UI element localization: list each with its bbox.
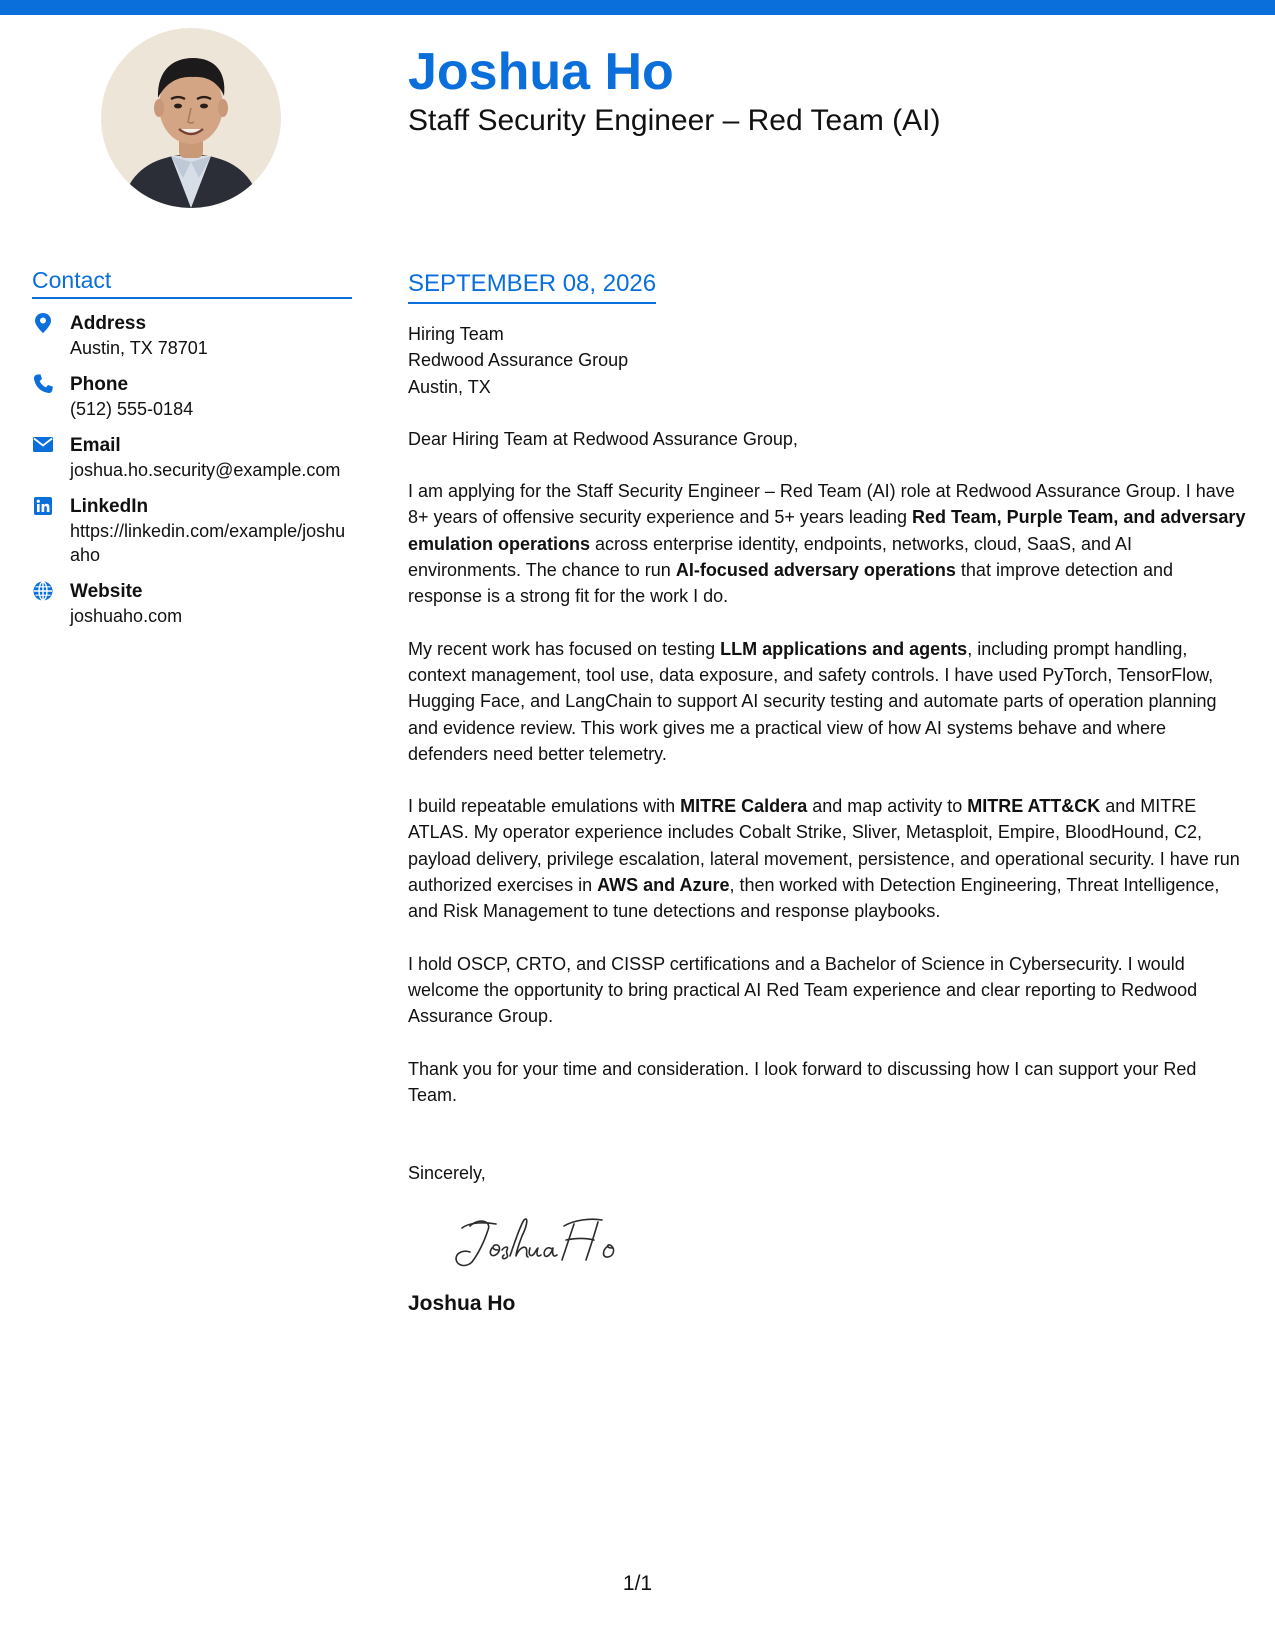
paragraph-text: , including prompt handling, context management, tool use, data exposure, and safety controls. I have used PyTorch, TensorFlow, Hugging Face, and LangChain to support AI security testing and automate parts of operation planning and evidence review. This work gives me a practical view of how AI systems behave and where defenders need better telemetry.: [408, 638, 1217, 764]
contact-item-email: [32, 433, 352, 482]
contact-label-address: Address: [70, 313, 147, 334]
map-pin-icon: [32, 312, 54, 334]
contact-value-phone: (512) 555-0184: [70, 399, 194, 419]
contact-value-website[interactable]: joshuaho.com: [70, 606, 183, 626]
top-accent-bar: [0, 0, 1275, 15]
paragraph-text: Thank you for your time and consideration. I look forward to discussing how I can support your Red Team.: [408, 1058, 1197, 1105]
letter-paragraph: [408, 951, 1248, 1030]
closing: Sincerely,: [408, 1163, 486, 1184]
header-name: Joshua Ho: [408, 43, 674, 101]
phone-icon-graphic: [33, 374, 53, 394]
paragraph-text: and MITRE ATLAS. My operator experience includes Cobalt Strike, Sliver, Metasploit, Empire, BloodHound, C2, payload delivery, privilege escalation, lateral movement, persistence, and operational security. I have run authorized exercises in: [408, 796, 1240, 896]
recipient-block: [408, 321, 1248, 400]
emphasized-text: MITRE Caldera: [680, 796, 808, 817]
header-job-title: Staff Security Engineer – Red Team (AI): [408, 104, 941, 137]
letter-paragraph: [408, 1056, 1248, 1109]
paragraph-text: , then worked with Detection Engineering, Threat Intelligence, and Risk Management to tune detections and response playbooks.: [408, 875, 1220, 922]
profile-photo-illustration: [101, 28, 281, 208]
paragraph-text: I am applying for the Staff Security Engineer – Red Team (AI) role at Redwood Assurance Group. I have 8+ years of offensive security experience and 5+ years leading: [408, 481, 1235, 528]
contact-value-email[interactable]: joshua.ho.security@example.com: [70, 460, 341, 480]
letter-paragraph: [408, 636, 1248, 767]
emphasized-text: LLM applications and agents: [720, 638, 968, 659]
profile-photo: [101, 28, 281, 208]
map-pin-icon-graphic: [35, 313, 51, 333]
paragraph-text: across enterprise identity, endpoints, networks, cloud, SaaS, and AI environments. The chance to run: [408, 533, 1132, 581]
paragraph-text: I build repeatable emulations with: [408, 796, 681, 817]
emphasized-text: MITRE ATT&CK: [967, 796, 1101, 817]
signed-name: Joshua Ho: [408, 1292, 516, 1316]
page-number: 1/1: [622, 1572, 653, 1595]
contact-item-linkedin: [32, 494, 352, 567]
emphasized-text: AWS and Azure: [597, 875, 730, 896]
paragraph-text: I hold OSCP, CRTO, and CISSP certifications and a Bachelor of Science in Cybersecurity. I would welcome the opportunity to bring practical AI Red Team experience and clear reporting to Redwood Assurance Group.: [408, 953, 1198, 1027]
contact-label-phone: Phone: [70, 374, 129, 395]
contact-heading: Contact: [32, 265, 352, 299]
envelope-icon: [32, 434, 54, 456]
linkedin-icon: [32, 495, 54, 517]
contact-label-email: Email: [70, 435, 121, 456]
recipient-line: Hiring Team: [408, 324, 504, 344]
paragraph-text: My recent work has focused on testing: [408, 638, 721, 659]
paragraph-text: and map activity to: [807, 796, 968, 817]
emphasized-text: AI-focused adversary operations: [675, 560, 956, 581]
contact-item-phone: [32, 372, 352, 421]
envelope-icon-graphic: [33, 437, 53, 453]
letter-paragraphs: [408, 478, 1248, 1108]
letter-paragraph: [408, 478, 1248, 609]
emphasized-text: Red Team, Purple Team, and adversary emulation operations: [408, 507, 1246, 554]
globe-icon-graphic: [33, 581, 53, 601]
signature-drawing: [448, 1210, 648, 1274]
salutation: Dear Hiring Team at Redwood Assurance Group,: [408, 428, 798, 449]
phone-icon: [32, 373, 54, 395]
contact-value-address: Austin, TX 78701: [70, 338, 208, 358]
recipient-line: Austin, TX: [408, 376, 491, 397]
globe-icon: [32, 580, 54, 602]
letter-body: [408, 268, 1248, 1318]
contact-sidebar: [32, 265, 352, 640]
contact-item-website: [32, 579, 352, 628]
handwritten-signature: [448, 1210, 648, 1274]
letter-paragraph: [408, 793, 1248, 924]
contact-label-website: Website: [70, 581, 143, 602]
contact-item-address: [32, 311, 352, 360]
paragraph-text: that improve detection and response is a strong fit for the work I do.: [408, 560, 1174, 607]
contact-value-linkedin[interactable]: https://linkedin.com/example/joshuaho: [70, 521, 346, 565]
letter-date: SEPTEMBER 08, 2026: [408, 268, 656, 304]
recipient-line: Redwood Assurance Group: [408, 350, 629, 371]
contact-label-linkedin: LinkedIn: [70, 496, 149, 517]
linkedin-icon-graphic: [34, 497, 52, 515]
